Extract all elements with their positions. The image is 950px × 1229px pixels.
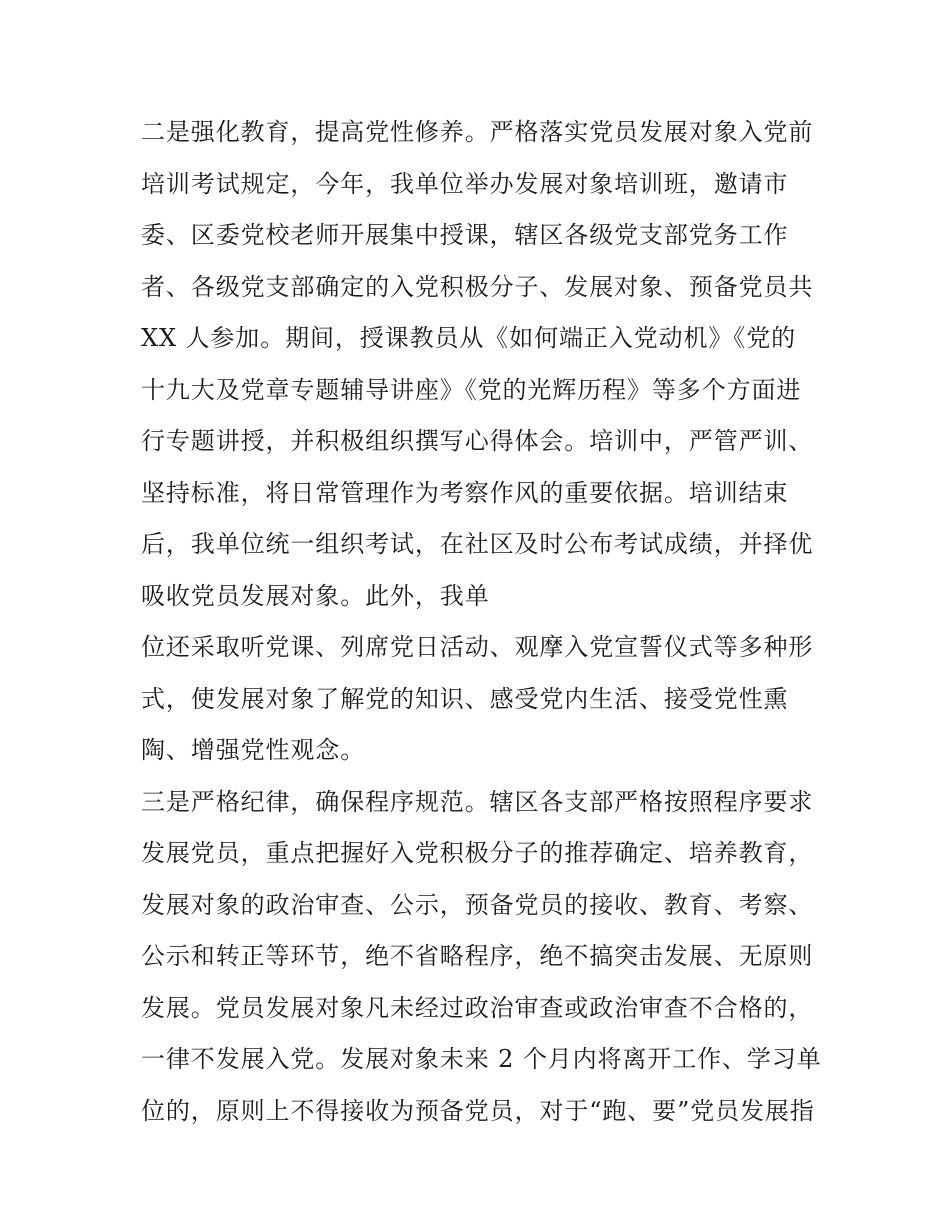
text-line: 三是严格纪律，确保程序规范。辖区各支部严格按照程序要求 bbox=[141, 787, 814, 816]
text-line: 发展党员，重点把握好入党积极分子的推荐确定、培养教育， bbox=[141, 839, 814, 867]
text-line: 委、区委党校老师开展集中授课，辖区各级党支部党务工作 bbox=[141, 221, 789, 249]
text-line: 发展。党员发展对象凡未经过政治审查或政治审查不合格的， bbox=[141, 993, 814, 1022]
text-line: 位还采取听党课、列席党日活动、观摩入党宣誓仪式等多种形 bbox=[141, 633, 814, 661]
text-line: 一律不发展入党。发展对象未来 2 个月内将离开工作、学习单 bbox=[141, 1045, 822, 1073]
text-line: 十九大及党章专题辅导讲座》《党的光辉历程》等多个方面进 bbox=[141, 375, 802, 404]
text-line: 坚持标准，将日常管理作为考察作风的重要依据。培训结束 bbox=[141, 478, 789, 507]
text-line: 培训考试规定，今年，我单位举办发展对象培训班，邀请市 bbox=[141, 169, 789, 198]
text-line: 吸收党员发展对象。此外，我单 bbox=[141, 581, 490, 610]
text-line: 位的，原则上不得接收为预备党员，对于“跑、要”党员发展指 bbox=[141, 1096, 815, 1125]
text-line: 陶、增强党性观念。 bbox=[141, 736, 366, 764]
document-body bbox=[141, 107, 841, 1137]
text-line: XX 人参加。期间，授课教员从《如何端正入党动机》《党的 bbox=[141, 324, 796, 352]
text-line: 公示和转正等环节，绝不省略程序，绝不搞突击发展、无原则 bbox=[141, 942, 814, 970]
text-line: 行专题讲授，并积极组织撰写心得体会。培训中，严管严训、 bbox=[141, 427, 814, 455]
text-line: 者、各级党支部确定的入党积极分子、发展对象、预备党员共 bbox=[141, 272, 814, 301]
text-line: 发展对象的政治审查、公示，预备党员的接收、教育、考察、 bbox=[141, 890, 814, 919]
text-line: 后，我单位统一组织考试，在社区及时公布考试成绩，并择优 bbox=[141, 530, 814, 558]
text-line: 二是强化教育，提高党性修养。严格落实党员发展对象入党前 bbox=[141, 118, 814, 146]
text-line: 式，使发展对象了解党的知识、感受党内生活、接受党性熏 bbox=[141, 684, 789, 713]
